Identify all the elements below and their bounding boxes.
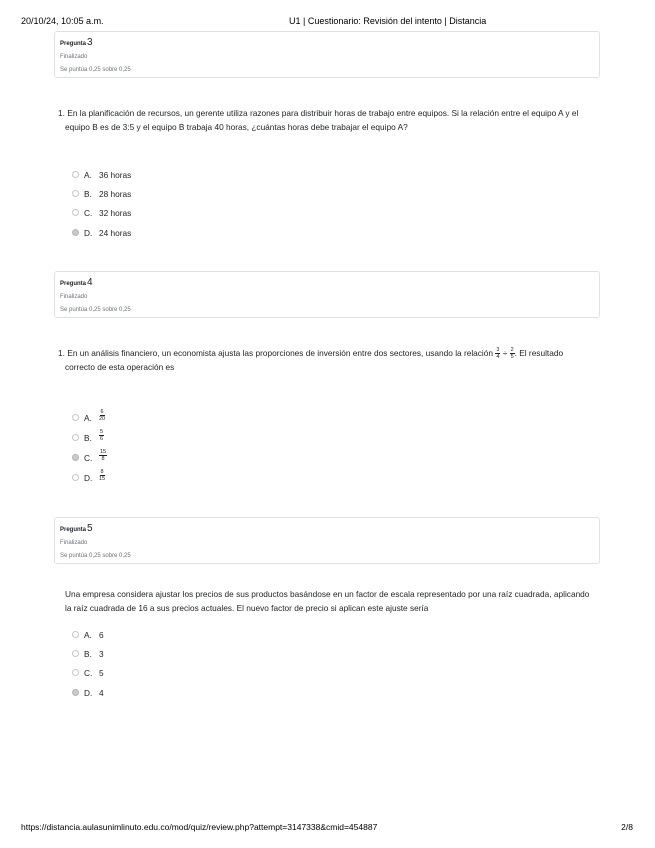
radio-button-selected[interactable]: [72, 454, 79, 461]
fraction: $\frac{15}{8}$: [100, 449, 107, 462]
question-title: Pregunta4: [60, 277, 93, 288]
question-number: 5: [87, 523, 93, 534]
radio-button[interactable]: [72, 650, 79, 657]
radio-button[interactable]: [72, 631, 79, 638]
print-header: [21, 16, 633, 28]
fraction: $\frac{3}{4}$: [496, 347, 500, 361]
radio-button[interactable]: [72, 434, 79, 441]
question-state: Finalizado: [60, 294, 88, 300]
fraction: $\frac{5}{6}$: [100, 429, 104, 442]
radio-button-selected[interactable]: [72, 689, 79, 696]
fraction: $\frac{8}{15}$: [99, 469, 106, 482]
print-footer: [21, 822, 633, 834]
question-info-box-4: [54, 271, 600, 318]
fraction: $\frac{2}{5}$: [510, 347, 514, 361]
question-grade: Se puntúa 0,25 sobre 0,25: [60, 307, 131, 313]
question-grade: Se puntúa 0,25 sobre 0,25: [60, 553, 131, 559]
question-number: 4: [87, 277, 93, 288]
print-page-title: U1 | Cuestionario: Revisión del intento | Distancia: [289, 16, 487, 26]
fraction: $\frac{6}{20}$: [99, 409, 106, 422]
radio-button[interactable]: [72, 414, 79, 421]
question-text-3: 1. En la planificación de recursos, un gerente utiliza razones para distribuir horas de trabajo entre equipos. Si la relación entre el equipo A y el equipo B es de 3:5 y el equipo B trabaja 40 horas, ¿cuántas horas debe trabajar el equipo A?: [58, 108, 579, 132]
radio-button[interactable]: [72, 190, 79, 197]
print-url: https://distancia.aulasunimlinuto.edu.co/mod/quiz/review.php?attempt=3147338&cmid=454887: [21, 822, 378, 832]
question-grade: Se puntúa 0,25 sobre 0,25: [60, 67, 131, 73]
question-text-5: Una empresa considera ajustar los precios de sus productos basándose en un factor de escala representado por una raíz cuadrada, aplicando la raíz cuadrada de 16 a sus precios actuales. El nuevo factor de precio si aplican este ajuste sería: [65, 589, 590, 613]
radio-button[interactable]: [72, 171, 79, 178]
question-text-4: 1. En un análisis financiero, un economista ajusta las proporciones de inversión entre dos sectores, usando la relación $\frac{3}{4}$ ÷ $\frac{2}{5}$ . El resultado correcto de esta operación es: [58, 347, 564, 373]
division-operator: ÷: [502, 348, 508, 358]
question-title: Pregunta5: [60, 523, 93, 534]
question-info-box-3: [54, 31, 600, 78]
radio-button[interactable]: [72, 669, 79, 676]
question-title: Pregunta3: [60, 37, 93, 48]
radio-button[interactable]: [72, 474, 79, 481]
question-state: Finalizado: [60, 540, 88, 546]
question-state: Finalizado: [60, 54, 88, 60]
radio-button[interactable]: [72, 209, 79, 216]
radio-button-selected[interactable]: [72, 229, 79, 236]
question-info-box-5: [54, 517, 600, 564]
question-number: 3: [87, 37, 93, 48]
print-datetime: 20/10/24, 10:05 a.m.: [21, 16, 104, 26]
print-page-number: 2/8: [621, 822, 633, 832]
